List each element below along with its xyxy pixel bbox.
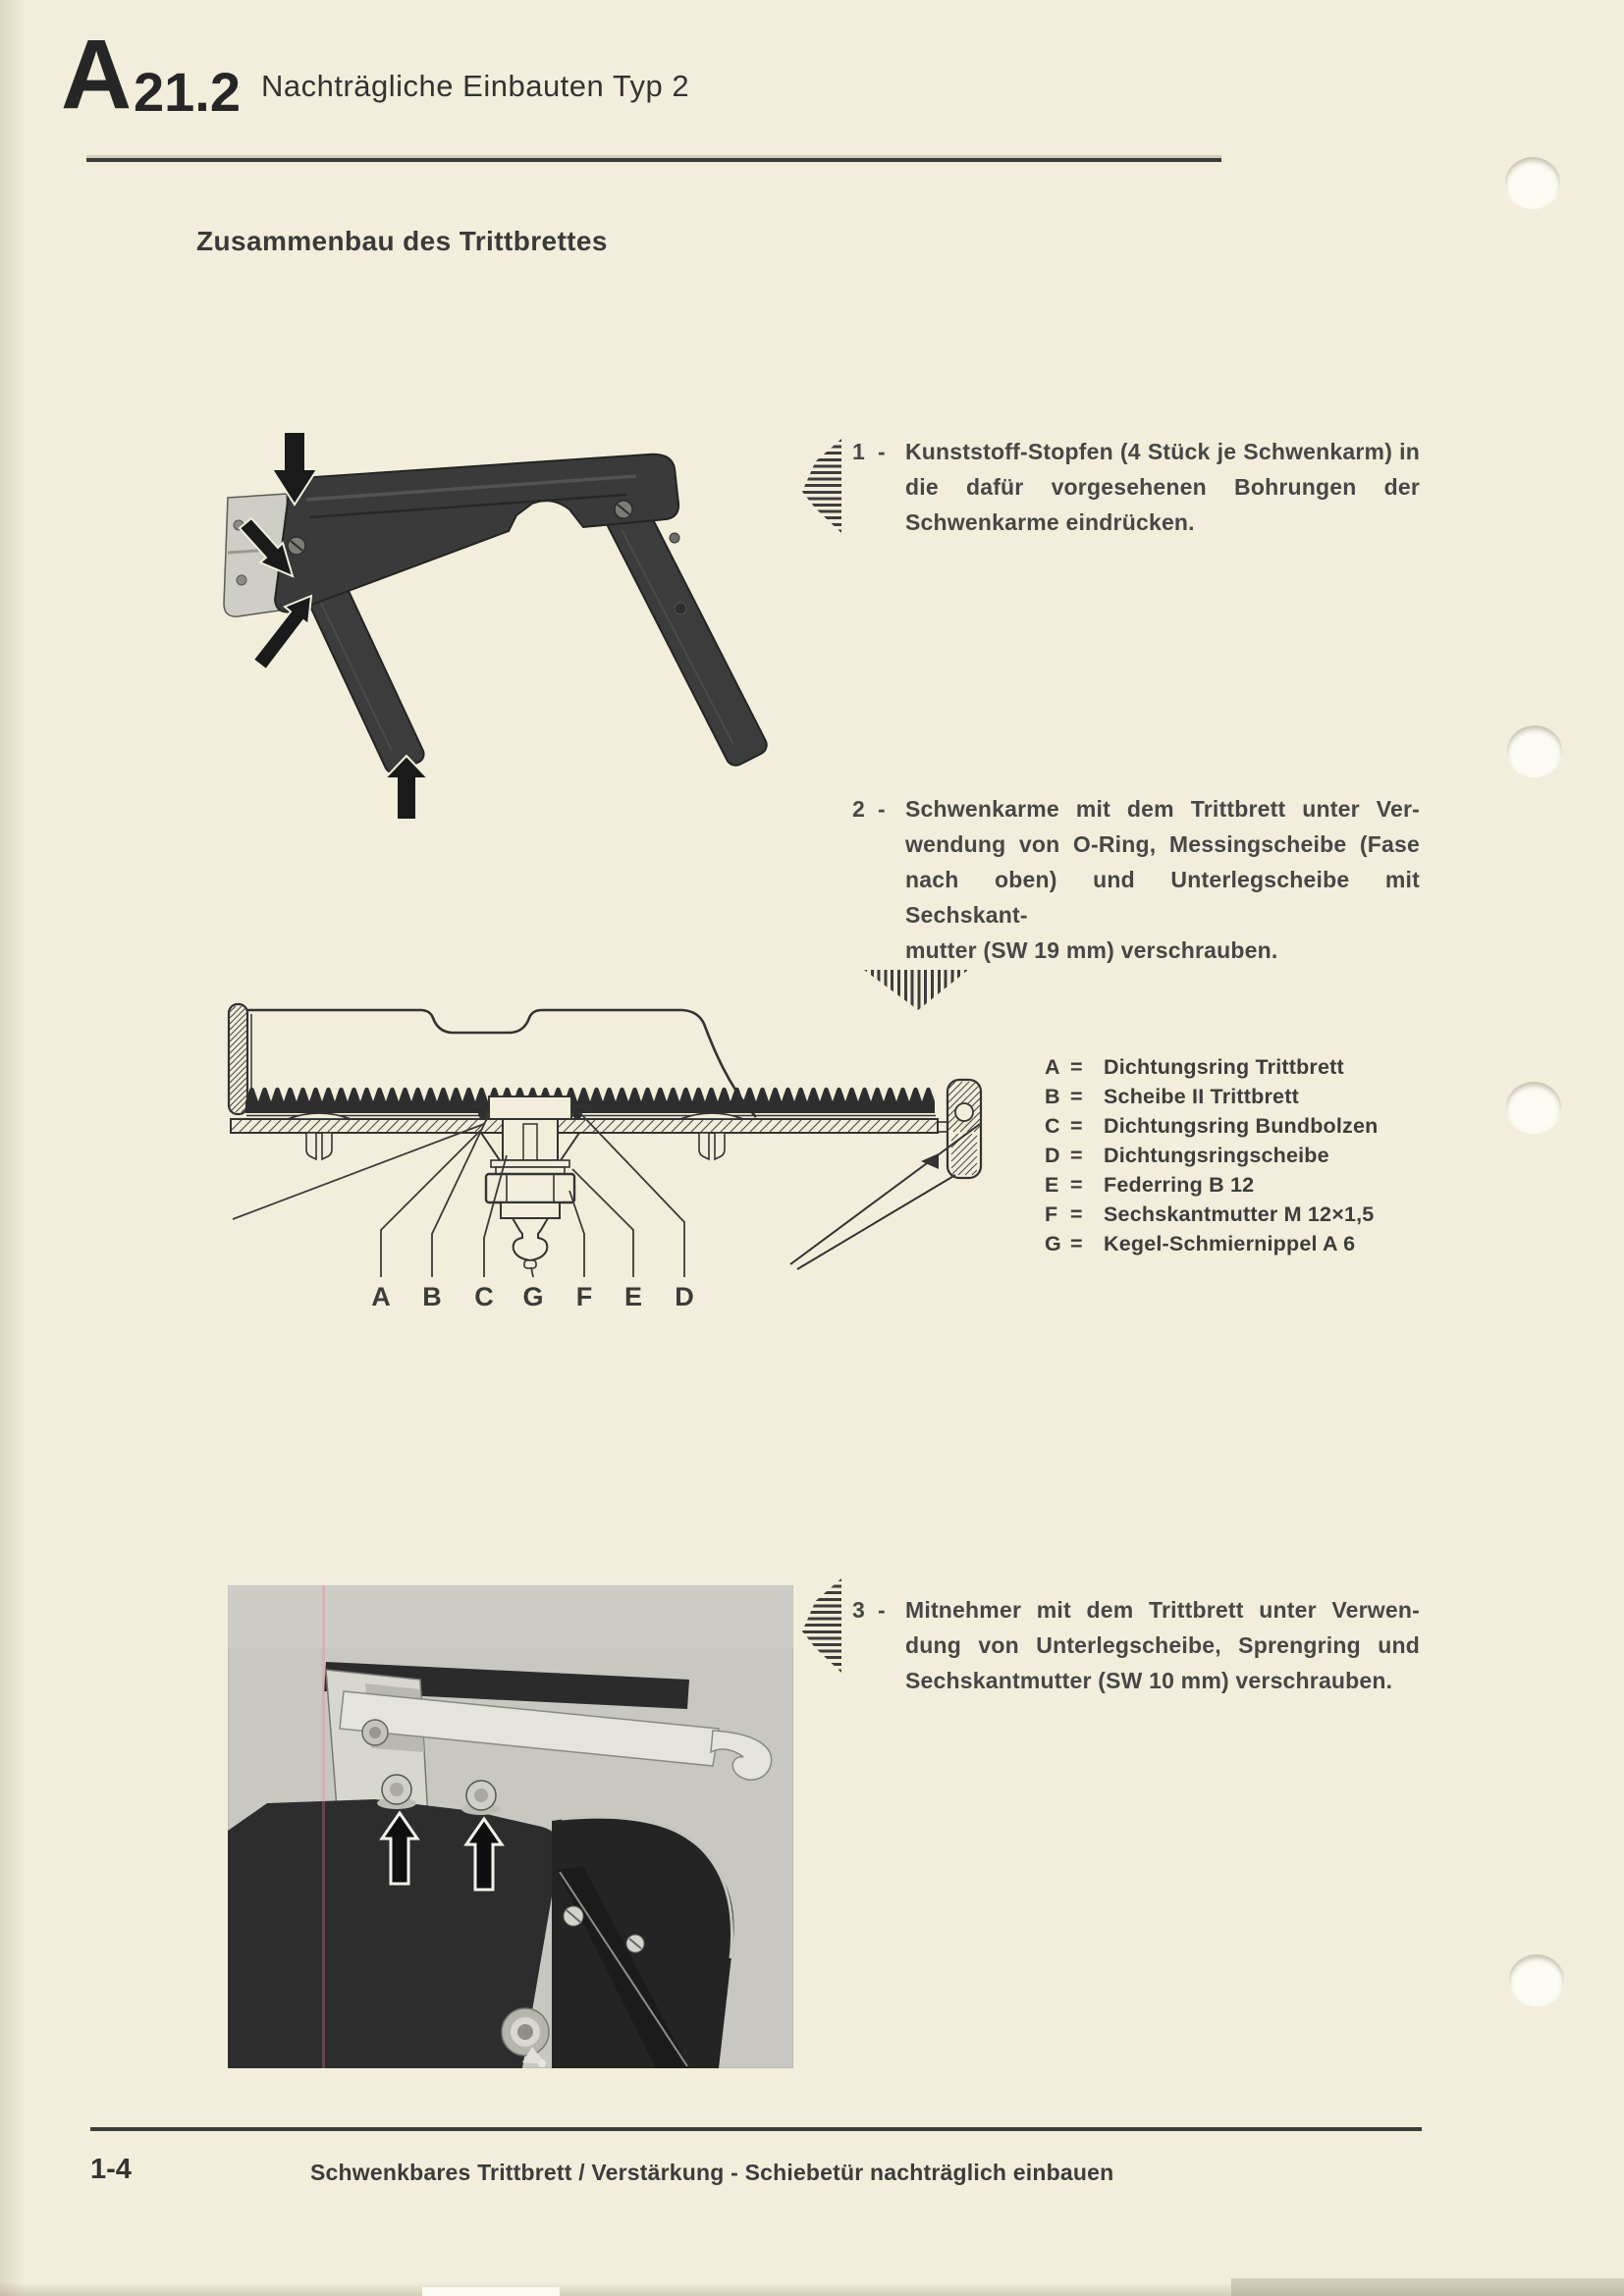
legend-value: Dichtungsring Bundbolzen bbox=[1104, 1114, 1379, 1138]
legend-value: Sechskantmutter M 12×1,5 bbox=[1104, 1202, 1375, 1226]
section-heading: Zusammenbau des Trittbrettes bbox=[196, 226, 608, 256]
page-title: Nachträgliche Einbauten Typ 2 bbox=[261, 69, 690, 103]
kegel-schmiernippel bbox=[513, 1218, 548, 1260]
section-code-letter: A bbox=[61, 20, 131, 130]
clip-dome bbox=[288, 1113, 351, 1119]
hinge-rivet bbox=[237, 575, 246, 585]
parts-legend bbox=[1045, 1052, 1379, 1258]
footer-title: Schwenkbares Trittbrett / Verstärkung - Schiebetür nachträglich einbauen bbox=[310, 2160, 1114, 2185]
trittbrett-with-schwenkarm-illustration bbox=[177, 407, 805, 829]
step3-pointer-icon bbox=[802, 1578, 841, 1673]
legend-item bbox=[1045, 1200, 1379, 1229]
trittbrett-cross-section-diagram bbox=[147, 987, 1011, 1320]
step-line: mutter (SW 19 mm) verschrauben. bbox=[905, 937, 1278, 963]
step-text bbox=[905, 1592, 1420, 1698]
step-text bbox=[905, 791, 1420, 968]
leader-lines bbox=[233, 1112, 684, 1277]
upper-bolt bbox=[362, 1720, 388, 1745]
legend-value: Dichtungsring Trittbrett bbox=[1104, 1055, 1344, 1079]
arm-bolt bbox=[675, 603, 686, 614]
legend-item bbox=[1045, 1229, 1379, 1258]
pivot-screw bbox=[288, 537, 305, 555]
legend-item bbox=[1045, 1141, 1379, 1170]
legend-key: C bbox=[1045, 1114, 1060, 1138]
punch-hole bbox=[1506, 1082, 1561, 1133]
step-line: nach oben) und Unterlegscheibe mit Sechskant- bbox=[905, 867, 1420, 928]
clip-prongs bbox=[306, 1133, 332, 1159]
diagram-label-c: C bbox=[474, 1282, 494, 1311]
legend-equals: = bbox=[1070, 1144, 1083, 1167]
step1-pointer-icon bbox=[802, 439, 841, 533]
stud bbox=[670, 533, 679, 543]
screw-head bbox=[626, 1935, 644, 1952]
bundbolzen-bushing bbox=[503, 1119, 558, 1160]
diagram-labels bbox=[371, 1282, 694, 1311]
legend-key: A bbox=[1045, 1055, 1060, 1079]
legend-value: Kegel-Schmiernippel A 6 bbox=[1104, 1232, 1356, 1255]
unterlegscheibe bbox=[491, 1160, 569, 1167]
step-3 bbox=[852, 1592, 1420, 1698]
legend-item bbox=[1045, 1052, 1379, 1082]
legend-key: G bbox=[1045, 1232, 1061, 1255]
legend-equals: = bbox=[1070, 1202, 1083, 1226]
legend-equals: = bbox=[1070, 1085, 1083, 1108]
step-line: die dafür vorgesehenen Bohrungen der bbox=[905, 474, 1420, 500]
right-end-cap bbox=[947, 1080, 981, 1178]
legend-equals: = bbox=[1070, 1232, 1083, 1255]
step-1 bbox=[852, 434, 1420, 540]
legend-value: Dichtungsringscheibe bbox=[1104, 1144, 1329, 1167]
sechskantmutter bbox=[486, 1174, 574, 1202]
screw-head bbox=[564, 1906, 583, 1926]
legend-equals: = bbox=[1070, 1173, 1083, 1197]
step-line: Mitnehmer mit dem Trittbrett unter Verwen- bbox=[905, 1597, 1420, 1623]
legend-key: F bbox=[1045, 1202, 1058, 1226]
right-schwenkarm bbox=[601, 494, 770, 769]
step-line: Kunststoff-Stopfen (4 Stück je Schwenkarm) in bbox=[905, 439, 1420, 464]
legend-equals: = bbox=[1070, 1114, 1083, 1138]
scan-line-artifact bbox=[322, 1585, 325, 2068]
legend-value: Federring B 12 bbox=[1104, 1173, 1255, 1197]
diagram-label-b: B bbox=[422, 1282, 442, 1311]
step-2 bbox=[852, 791, 1420, 968]
clip-dome bbox=[680, 1113, 743, 1119]
page-number: 1-4 bbox=[90, 2154, 132, 2185]
page-edge-shadow bbox=[1231, 2278, 1624, 2296]
legend-equals: = bbox=[1070, 1055, 1083, 1079]
step-line: Sechskantmutter (SW 10 mm) verschrauben. bbox=[905, 1668, 1393, 1693]
channel-flap-line bbox=[797, 1175, 955, 1269]
legend-key: B bbox=[1045, 1085, 1060, 1108]
mitnehmer-photo bbox=[228, 1585, 793, 2068]
step-line: Schwenkarme mit dem Trittbrett unter Ver- bbox=[905, 796, 1420, 822]
diagram-label-d: D bbox=[675, 1282, 694, 1311]
legend-key: D bbox=[1045, 1144, 1060, 1167]
punch-hole bbox=[1505, 157, 1560, 208]
footer-rule bbox=[90, 2127, 1422, 2131]
step-dash: - bbox=[878, 796, 886, 822]
step-text bbox=[905, 434, 1420, 540]
step-number: 1 bbox=[852, 439, 865, 464]
diagram-label-f: F bbox=[575, 1282, 593, 1311]
punch-hole bbox=[1509, 1954, 1564, 2005]
pivot-screw bbox=[615, 501, 632, 518]
diagram-label-e: E bbox=[623, 1282, 643, 1311]
punch-hole bbox=[1507, 725, 1562, 776]
page-edge-shadow bbox=[0, 0, 26, 2296]
clip-prongs bbox=[699, 1133, 725, 1159]
legend-item bbox=[1045, 1111, 1379, 1141]
page-edge-artifact bbox=[422, 2287, 560, 2296]
step-number: 2 bbox=[852, 796, 865, 822]
nipple-hex bbox=[501, 1202, 560, 1218]
channel-flap-line bbox=[790, 1124, 980, 1264]
diagram-label-a: A bbox=[371, 1282, 391, 1311]
step-line: wendung von O-Ring, Messingscheibe (Fase bbox=[905, 831, 1420, 857]
legend-item bbox=[1045, 1170, 1379, 1200]
section-code-number: 21.2 bbox=[134, 61, 241, 123]
messingscheibe bbox=[489, 1096, 571, 1119]
header-rule bbox=[86, 158, 1221, 162]
step-line: Schwenkarme eindrücken. bbox=[905, 509, 1195, 535]
step-dash: - bbox=[878, 1597, 886, 1623]
step-dash: - bbox=[878, 439, 886, 464]
step-number: 3 bbox=[852, 1597, 865, 1623]
legend-value: Scheibe II Trittbrett bbox=[1104, 1085, 1299, 1108]
step-line: dung von Unterlegscheibe, Sprengring und bbox=[905, 1632, 1420, 1658]
legend-item bbox=[1045, 1082, 1379, 1111]
legend-key: E bbox=[1045, 1173, 1059, 1197]
diagram-label-g: G bbox=[522, 1282, 544, 1311]
rubber-mat-serration bbox=[245, 1088, 935, 1113]
